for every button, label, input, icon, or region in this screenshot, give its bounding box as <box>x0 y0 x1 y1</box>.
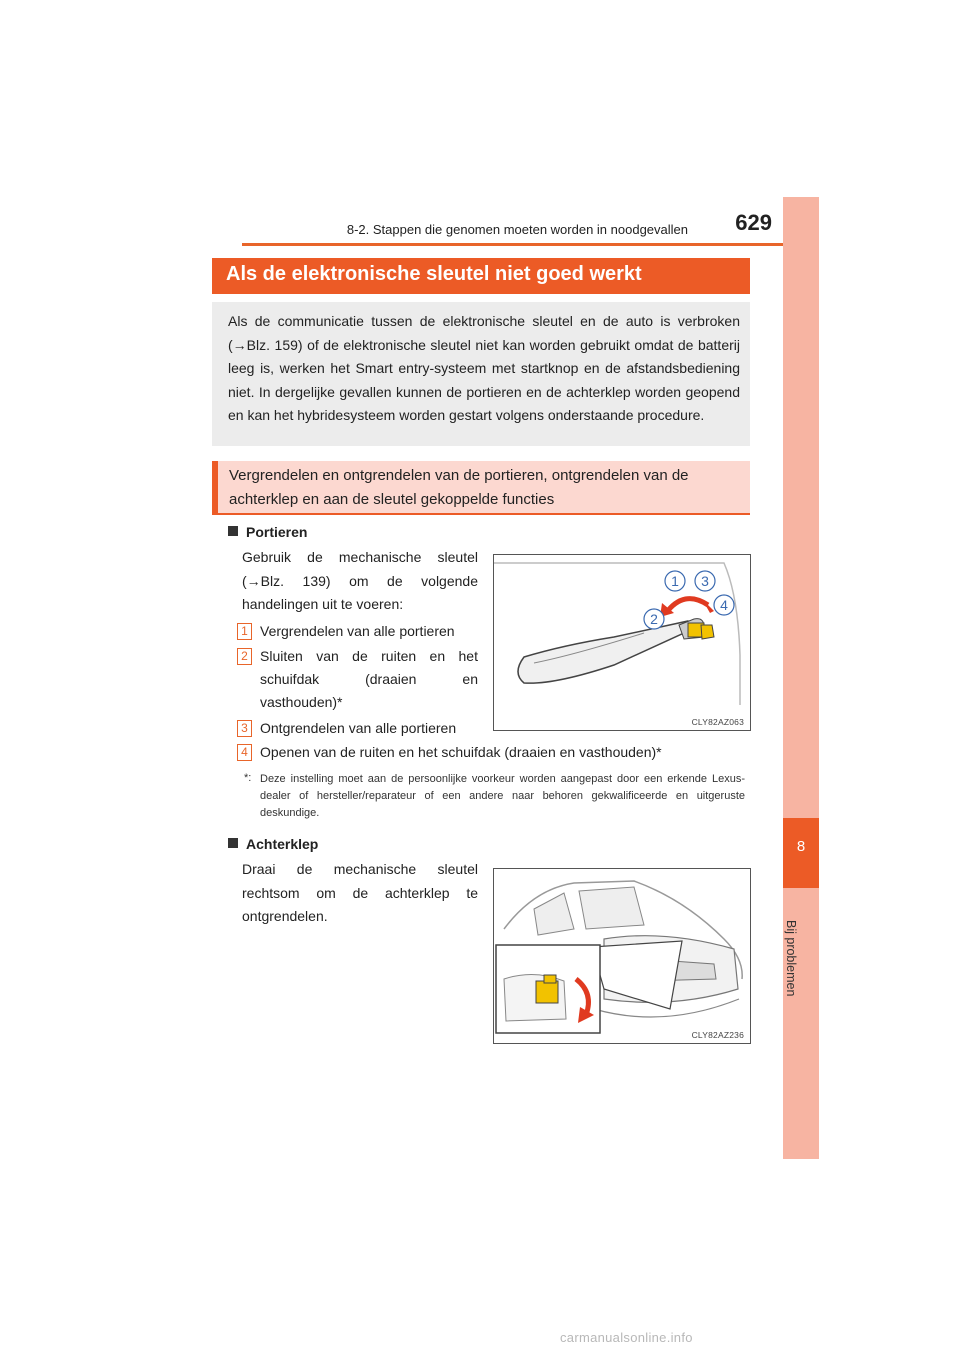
portieren-intro: Gebruik de mechanische sleutel (→Blz. 139) om de volgende handelingen uit te voeren: <box>242 549 478 612</box>
door-handle-figure <box>493 554 751 731</box>
portieren-heading <box>228 524 307 540</box>
figure-label-3: 3 <box>701 573 709 589</box>
item-text-4: Openen van de ruiten en het schuifdak (draaien en vasthouden)* <box>260 744 662 760</box>
intro-text: Als de communicatie tussen de elektronische sleutel en de auto is verbroken (→Blz. 159) of de elektronische sleutel niet kan worden gebruikt omdat de batterij leeg is, werken het Smart entry-systeem met startknop en de afstandsbediening niet. In dergelijke gevallen kunnen de portieren en de achterklep worden geopend en kan het hybridesysteem worden gestart volgens onderstaande procedure. <box>228 313 740 423</box>
section-title: 8-2. Stappen die genomen moeten worden in noodgevallen <box>346 222 688 237</box>
chapter-label-text: Bij problemen <box>784 920 798 997</box>
achterklep-heading <box>228 836 318 852</box>
arrow-right-icon <box>702 599 714 613</box>
portieren-heading-text: Portieren <box>246 524 308 540</box>
header-rule <box>242 243 818 246</box>
item-number-2: 2 <box>237 648 252 665</box>
watermark: carmanualsonline.info <box>560 1330 693 1345</box>
achterklep-text: Draai de mechanische sleutel rechtsom om de achterklep te ontgrendelen. <box>242 861 478 924</box>
footnote-marker: *: <box>244 772 252 784</box>
figure-label-4: 4 <box>720 597 728 613</box>
trunk-illustration <box>494 869 750 1043</box>
figure-label-2: 2 <box>650 611 658 627</box>
item-text-3: Ontgrendelen van alle portieren <box>260 720 457 736</box>
key-icon <box>536 981 558 1003</box>
item-number-4: 4 <box>237 744 252 761</box>
item-text-2: Sluiten van de ruiten en het schuifdak (draaien en vasthouden)* <box>260 648 478 710</box>
trunk-figure <box>493 868 751 1044</box>
figure-label-1: 1 <box>671 573 679 589</box>
page-number: 629 <box>735 210 772 235</box>
page-title: Als de elektronische sleutel niet goed werkt <box>226 263 642 285</box>
item-text-1: Vergrendelen van alle portieren <box>260 623 455 639</box>
item-number-3: 3 <box>237 720 252 737</box>
footnote-text: Deze instelling moet aan de persoonlijke voorkeur worden aangepast door een erkende Lexus-dealer of hersteller/reparateur of een andere naar behoren gekwalificeerde en uitgeruste deskundige. <box>260 773 745 819</box>
chapter-label <box>780 920 800 1050</box>
achterklep-heading-text: Achterklep <box>246 836 319 852</box>
chapter-number: 8 <box>796 838 806 855</box>
bullet-square-icon <box>228 838 238 848</box>
figure-code: CLY82AZ063 <box>691 717 744 727</box>
item-number-1: 1 <box>237 623 252 640</box>
subsection-accent-bar <box>212 461 218 515</box>
subsection-heading: Vergrendelen en ontgrendelen van de portieren, ontgrendelen van de achterklep en aan de sleutel gekoppelde functies <box>229 467 689 508</box>
door-handle-illustration <box>494 555 750 730</box>
figure-code: CLY82AZ236 <box>691 1030 744 1040</box>
bullet-square-icon <box>228 526 238 536</box>
